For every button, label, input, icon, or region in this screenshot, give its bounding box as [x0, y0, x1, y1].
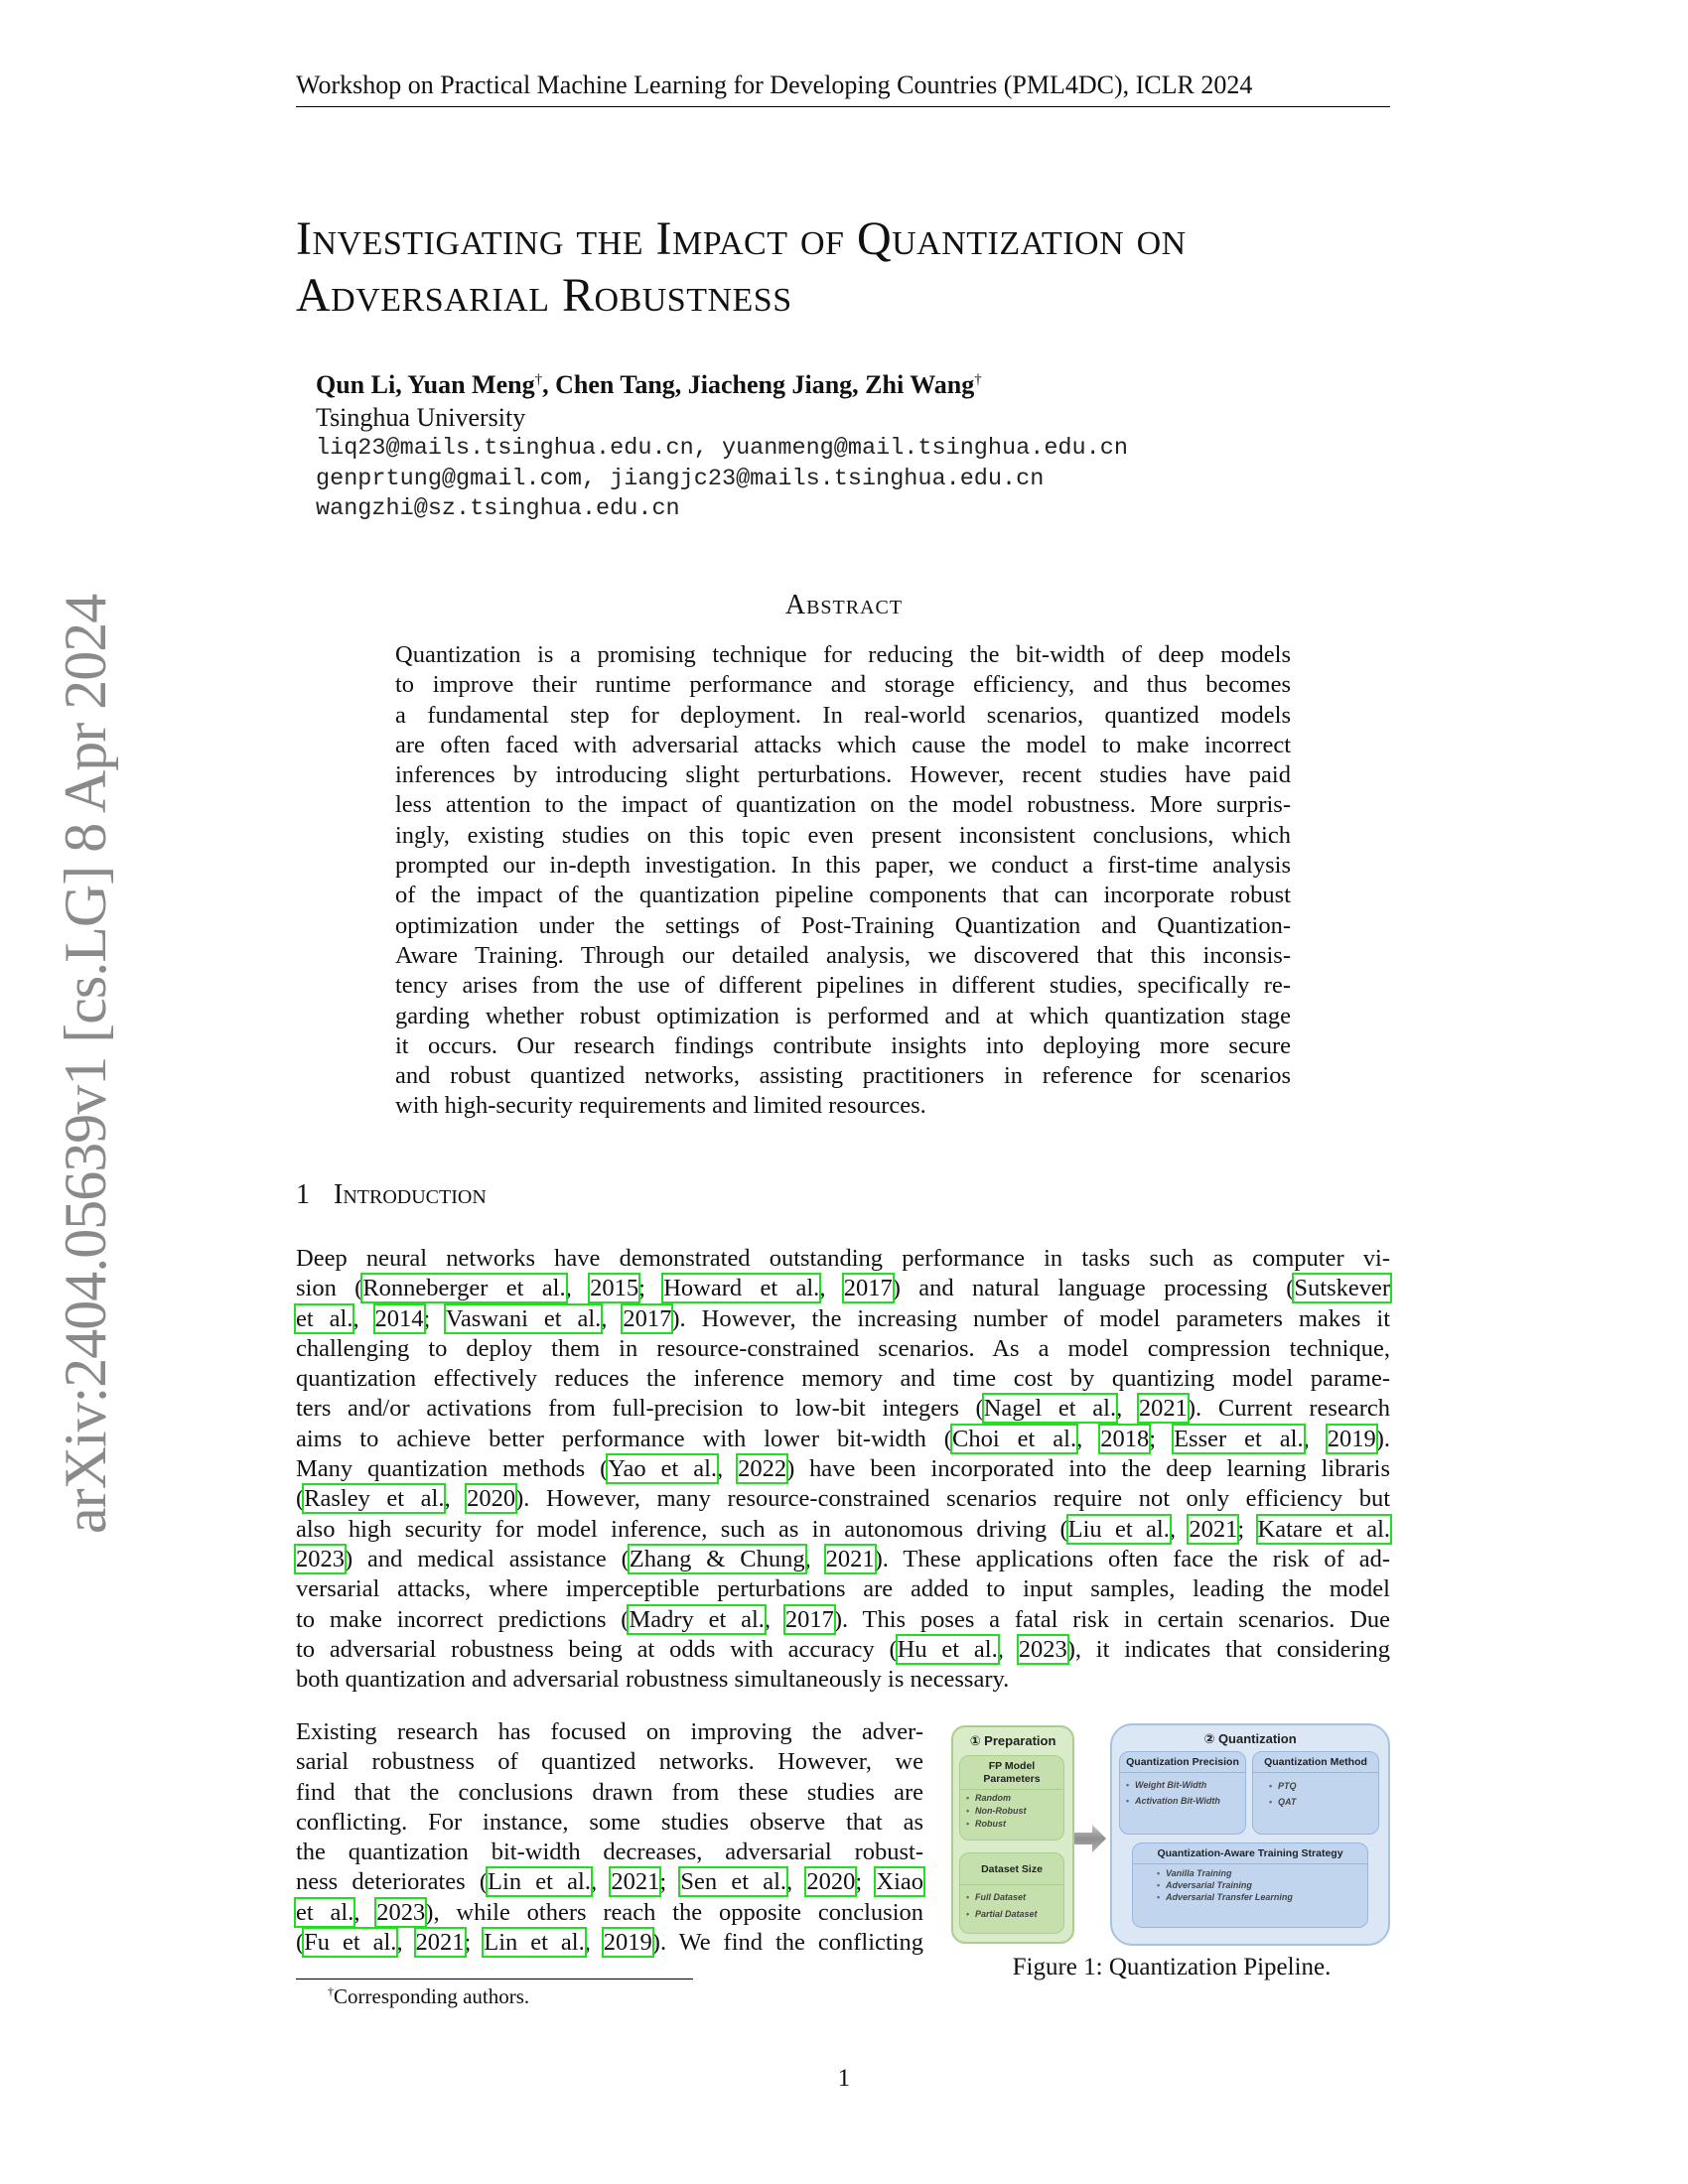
text: ,	[1169, 1515, 1190, 1543]
citation-link[interactable]: Yao et al.	[608, 1455, 717, 1483]
abstract-line: with high-security requirements and limited resources.	[395, 1092, 926, 1120]
abstract-body	[395, 640, 1291, 1122]
citation-year-link[interactable]: 2021	[415, 1929, 465, 1957]
list-item: • Robust	[966, 1818, 1059, 1831]
list-item: • PTQ	[1269, 1778, 1374, 1794]
text: ). We find the conflicting	[651, 1929, 923, 1957]
text: ,	[804, 1545, 826, 1572]
text: ,	[819, 1275, 844, 1302]
arrow-right-icon	[1074, 1825, 1106, 1852]
abstract-line: Quantization is a promising technique for reducing the bit-width of deep models	[395, 641, 1291, 668]
fp-model-list	[960, 1790, 1063, 1833]
text: ,	[764, 1605, 785, 1633]
dataset-size-heading: Dataset Size	[960, 1853, 1063, 1885]
text: ,	[590, 1868, 612, 1896]
text: aims to achieve better performance with lower bit-width (	[296, 1425, 952, 1452]
citation-link[interactable]: Lin et al.	[488, 1868, 591, 1896]
citation-link[interactable]: Sen et al.	[680, 1868, 787, 1896]
page-number: 1	[837, 2065, 851, 2092]
text-line: quantization effectively reduces the inference memory and time cost by quantizing model parame-	[296, 1365, 1390, 1393]
email-line: genprtung@gmail.com, jiangjc23@mails.tsinghua.edu.cn	[316, 465, 1045, 492]
text-line	[296, 1425, 1390, 1454]
text-line: Existing research has focused on improving the adver-	[296, 1718, 923, 1745]
quantization-precision-box	[1119, 1751, 1246, 1835]
abstract-heading: Abstract	[784, 590, 904, 620]
abstract-line: of the impact of the quantization pipeline components that can incorporate robust	[395, 882, 1291, 909]
title-line-1: Investigating the Impact of Quantization on	[296, 212, 1187, 265]
abstract-line: ingly, existing studies on this topic even present inconsistent conclusions, which	[395, 821, 1291, 849]
text: ). Current research	[1187, 1395, 1390, 1423]
text-line	[296, 1515, 1390, 1545]
citation-year-link[interactable]: 2023	[376, 1898, 426, 1926]
list-item: • Activation Bit-Width	[1126, 1793, 1241, 1809]
text: ). However, the increasing number of model parameters makes it	[671, 1304, 1391, 1332]
citation-year-link[interactable]: 2021	[611, 1868, 660, 1896]
qat-strategy-heading: Quantization-Aware Training Strategy	[1133, 1843, 1367, 1864]
text-line: sarial robustness of quantized networks. However, we	[296, 1748, 923, 1776]
authors-part-2: , Chen Tang, Jiacheng Jiang, Zhi Wang	[542, 370, 975, 399]
list-item: • Non-Robust	[966, 1805, 1059, 1818]
dagger-mark: †	[328, 1984, 334, 1998]
running-header: Workshop on Practical Machine Learning for Developing Countries (PML4DC), ICLR 2024	[296, 69, 1390, 107]
text: ). However, many resource-constrained scenarios require not only efficiency but	[515, 1485, 1391, 1513]
text: ,	[353, 1898, 377, 1926]
citation-link[interactable]: Katare et al.	[1257, 1515, 1390, 1543]
text: Many quantization methods (	[296, 1455, 609, 1483]
qat-strategy-box	[1132, 1843, 1368, 1928]
citation-year-link[interactable]: 2014	[374, 1304, 424, 1332]
figure-caption: Figure 1: Quantization Pipeline.	[1012, 1954, 1332, 1980]
text-line	[296, 1394, 1390, 1424]
citation-link[interactable]: et al.	[296, 1304, 353, 1332]
list-item: • QAT	[1269, 1794, 1374, 1810]
text: ters and/or activations from full-precision to low-bit integers (	[296, 1395, 984, 1423]
section-number: 1	[296, 1179, 310, 1210]
abstract-line: inferences by introducing slight perturbations. However, recent studies have paid	[395, 761, 1291, 789]
text: ).	[1375, 1425, 1391, 1452]
citation-year-link[interactable]: 2017	[784, 1605, 834, 1633]
citation-year-link[interactable]: 2017	[843, 1275, 893, 1302]
citation-link[interactable]: Sutskever	[1294, 1275, 1391, 1302]
qat-strategy-list	[1133, 1864, 1367, 1905]
text: also high security for model inference, such as in autonomous driving (	[296, 1515, 1068, 1543]
abstract-line: less attention to the impact of quantization on the model robustness. More surpris-	[395, 791, 1291, 819]
intro-paragraph-2	[296, 1717, 923, 1958]
authors-part-1: Qun Li, Yuan Meng	[316, 370, 535, 399]
text-line	[296, 1635, 1390, 1665]
text-line	[296, 1545, 1390, 1574]
citation-link[interactable]: Madry et al.	[629, 1605, 765, 1633]
citation-link[interactable]: Vaswani et al.	[445, 1304, 602, 1332]
abstract-line: are often faced with adversarial attacks which cause the model to make incorrect	[395, 731, 1291, 758]
method-heading: Quantization Method	[1253, 1752, 1378, 1773]
citation-year-link[interactable]: 2020	[806, 1868, 856, 1896]
text-line: the quantization bit-width decreases, adversarial robust-	[296, 1839, 923, 1866]
citation-year-link[interactable]: 2023	[296, 1545, 345, 1572]
text-line	[296, 1928, 923, 1958]
text-line	[296, 1304, 1390, 1334]
text: ;	[464, 1929, 485, 1957]
citation-year-link[interactable]: 2023	[1018, 1635, 1067, 1663]
text: ,	[352, 1304, 375, 1332]
title-line-2: Adversarial Robustness	[296, 269, 792, 322]
preparation-title: ① Preparation	[969, 1733, 1056, 1748]
citation-link[interactable]: Hu et al.	[897, 1635, 998, 1663]
citation-year-link[interactable]: 2017	[623, 1304, 672, 1332]
abstract-line: Aware Training. Through our detailed analysis, we discovered that this inconsis-	[395, 941, 1291, 969]
citation-year-link[interactable]: 2021	[825, 1545, 875, 1572]
footnote-text: Corresponding authors.	[334, 1984, 530, 2008]
citation-link[interactable]: Fu et al.	[304, 1929, 397, 1957]
precision-heading: Quantization Precision	[1120, 1752, 1245, 1773]
text: ;	[423, 1304, 446, 1332]
text-line	[296, 1867, 923, 1897]
citation-year-link[interactable]: 2021	[1189, 1515, 1238, 1543]
email-line: liq23@mails.tsinghua.edu.cn, yuanmeng@mail.tsinghua.edu.cn	[316, 435, 1128, 462]
text: ), while others reach the opposite conclusion	[425, 1898, 923, 1926]
text-line: versarial attacks, where imperceptible perturbations are added to input samples, leading the model	[296, 1575, 1390, 1603]
section-title: Introduction	[334, 1179, 487, 1210]
figure-quantization-pipeline	[951, 1725, 1388, 1946]
intro-paragraph-1	[296, 1244, 1390, 1695]
text-line: Deep neural networks have demonstrated outstanding performance in tasks such as computer vi-	[296, 1245, 1390, 1272]
precision-list	[1120, 1773, 1245, 1811]
affiliation: Tsinghua University	[316, 403, 526, 432]
list-item: • Adversarial Transfer Learning	[1157, 1891, 1363, 1903]
citation-link[interactable]: Nagel et al.	[983, 1395, 1117, 1423]
citation-year-link[interactable]: 2015	[590, 1275, 639, 1302]
text: ,	[997, 1635, 1019, 1663]
citation-link[interactable]: Xiao	[876, 1868, 924, 1896]
quantization-title: ② Quantization	[1203, 1731, 1297, 1746]
list-item: • Adversarial Training	[1157, 1879, 1363, 1891]
text: to make incorrect predictions (	[296, 1605, 630, 1633]
citation-year-link[interactable]: 2020	[467, 1485, 516, 1513]
quantization-method-box	[1252, 1751, 1379, 1835]
text: ,	[1116, 1395, 1139, 1423]
list-item: • Full Dataset	[966, 1889, 1059, 1906]
text: ) and medical assistance (	[345, 1545, 630, 1572]
text-line	[296, 1454, 1390, 1484]
text: ,	[444, 1485, 468, 1513]
citation-link[interactable]: et al.	[296, 1898, 354, 1926]
citation-link[interactable]: Zhang & Chung	[629, 1545, 805, 1572]
text: ,	[396, 1929, 416, 1957]
text: ). This poses a fatal risk in certain scenarios. Due	[833, 1605, 1391, 1633]
text: to adversarial robustness being at odds with accuracy (	[296, 1635, 898, 1663]
text: ) and natural language processing (	[892, 1275, 1295, 1302]
citation-year-link[interactable]: 2022	[738, 1455, 787, 1483]
dataset-size-list	[960, 1885, 1063, 1925]
abstract-line: optimization under the settings of Post-Training Quantization and Quantization-	[395, 911, 1291, 939]
citation-link[interactable]: Liu et al.	[1067, 1515, 1170, 1543]
text-line: find that the conclusions drawn from these studies are	[296, 1778, 923, 1806]
abstract-line: tency arises from the use of different pipelines in different studies, specifically re-	[395, 972, 1291, 1000]
text: ,	[601, 1304, 624, 1332]
text: (	[296, 1929, 305, 1957]
abstract-line: it occurs. Our research findings contribute insights into deploying more secure	[395, 1031, 1291, 1059]
list-item: • Random	[966, 1792, 1059, 1805]
text: ,	[565, 1275, 591, 1302]
method-list	[1253, 1773, 1378, 1812]
text: ;	[1149, 1425, 1175, 1452]
text-line: conflicting. For instance, some studies observe that as	[296, 1808, 923, 1836]
text: ;	[638, 1275, 664, 1302]
text: ,	[786, 1868, 807, 1896]
dagger-mark: †	[534, 371, 543, 388]
text: ). These applications often face the risk of ad-	[874, 1545, 1391, 1572]
abstract-line: to improve their runtime performance and storage efficiency, and thus becomes	[395, 671, 1291, 699]
citation-link[interactable]: Rasley et al.	[304, 1485, 445, 1513]
section-heading-introduction	[296, 1179, 487, 1211]
abstract-line: a fundamental step for deployment. In real-world scenarios, quantized models	[395, 701, 1291, 729]
email-line: wangzhi@sz.tsinghua.edu.cn	[316, 495, 680, 522]
fp-model-heading: FP Model Parameters	[960, 1756, 1063, 1790]
text-line	[296, 1274, 1390, 1303]
text-line: both quantization and adversarial robustness simultaneously is necessary.	[296, 1666, 1010, 1694]
text-line	[296, 1898, 923, 1928]
citation-link[interactable]: Howard et al.	[663, 1275, 820, 1302]
author-emails	[316, 434, 1128, 525]
abstract-line: and robust quantized networks, assisting practitioners in reference for scenarios	[395, 1062, 1291, 1090]
text: sion (	[296, 1275, 363, 1302]
citation-link[interactable]: Esser et al.	[1174, 1425, 1304, 1452]
text: ,	[1076, 1425, 1101, 1452]
paper-title	[296, 210, 1398, 324]
list-item: • Partial Dataset	[966, 1906, 1059, 1923]
text: ), it indicates that considering	[1066, 1635, 1391, 1663]
list-item: • Vanilla Training	[1157, 1867, 1363, 1879]
text-line	[296, 1484, 1390, 1514]
citation-year-link[interactable]: 2021	[1138, 1395, 1188, 1423]
fp-model-parameters-box	[959, 1755, 1064, 1841]
arxiv-identifier-stamp: arXiv:2404.05639v1 [cs.LG] 8 Apr 2024	[53, 594, 118, 1534]
text-line	[296, 1605, 1390, 1635]
citation-year-link[interactable]: 2018	[1100, 1425, 1150, 1452]
text: ;	[855, 1868, 877, 1896]
citation-year-link[interactable]: 2019	[1327, 1425, 1376, 1452]
author-list	[316, 370, 982, 400]
citation-link[interactable]: Choi et al.	[951, 1425, 1077, 1452]
citation-link[interactable]: Ronneberger et al.	[362, 1275, 566, 1302]
text: ,	[717, 1455, 739, 1483]
text: ,	[584, 1929, 604, 1957]
footnote	[328, 1984, 529, 2009]
dagger-mark: †	[974, 371, 982, 388]
text: ness deteriorates (	[296, 1868, 489, 1896]
dataset-size-box	[959, 1852, 1064, 1934]
abstract-line: garding whether robust optimization is performed and at which quantization stage	[395, 1002, 1291, 1029]
text: ) have been incorporated into the deep learning libraris	[786, 1455, 1391, 1483]
list-item: • Weight Bit-Width	[1126, 1777, 1241, 1793]
text: ,	[1303, 1425, 1328, 1452]
text: ;	[659, 1868, 681, 1896]
quantization-stage-box	[1110, 1723, 1390, 1946]
citation-link[interactable]: Lin et al.	[484, 1929, 585, 1957]
citation-year-link[interactable]: 2019	[603, 1929, 652, 1957]
text: (	[296, 1485, 305, 1513]
preparation-stage-box	[951, 1725, 1074, 1944]
text: ;	[1237, 1515, 1258, 1543]
abstract-line: prompted our in-depth investigation. In this paper, we conduct a first-time analysis	[395, 852, 1291, 880]
text-line: challenging to deploy them in resource-constrained scenarios. As a model compression technique,	[296, 1334, 1390, 1362]
